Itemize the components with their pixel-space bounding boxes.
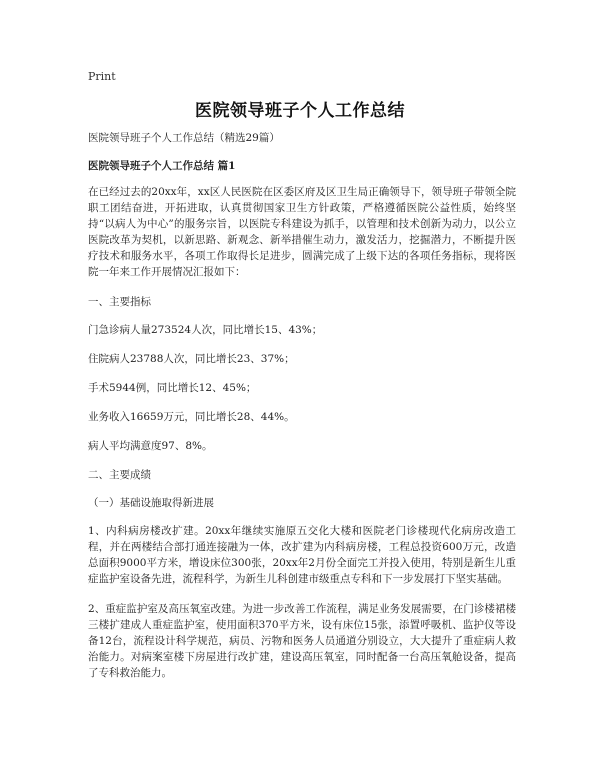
- document-subtitle: 医院领导班子个人工作总结（精选29篇）: [88, 132, 280, 144]
- document-body: [88, 130, 516, 695]
- metric-revenue: 业务收入16659万元，同比增长28、44%。: [88, 411, 295, 423]
- section-heading-achievements: 二、主要成绩: [88, 469, 151, 481]
- page-title: 医院领导班子个人工作总结: [195, 101, 405, 121]
- metric-satisfaction: 病人平均满意度97、8%。: [88, 440, 213, 452]
- item-ward-expansion: 1、内科病房楼改扩建。20xx年继续实施原五交化大楼和医院老门诊楼现代化病房改造工程，并在两楼结合部打通连接融为一体，改扩建为内科病房楼，工程总投资600万元，改造总面积9000平方米，增设床位300张，20xx年2月份全面完工并投入使用，特别是新生儿重症监护室设备先进，流程科学，为新生儿科创建市级重点专科和下一步发展打下坚实基础。: [88, 525, 516, 585]
- section-heading-indicators: 一、主要指标: [88, 296, 151, 308]
- subsection-heading-infrastructure: （一）基础设施取得新进展: [88, 497, 214, 509]
- intro-paragraph: 在已经过去的20xx年，xx区人民医院在区委区府及区卫生局正确领导下，领导班子带领全院职工团结奋进，开拓进取，认真贯彻国家卫生方针政策，严格遵循医院公益性质，始终坚持“以病人为中心”的服务宗旨，以医院专科建设为抓手，以管理和技术创新为动力，以公立医院改革为契机，以新思路、新观念、新举措催生动力，激发活力，挖掘潜力，不断提升医疗技术和服务水平，各项工作取得长足进步，圆满完成了上级下达的各项任务指标，现将医院一年来工作开展情况汇报如下：: [88, 186, 516, 278]
- metric-inpatient: 住院病人23788人次，同比增长23、37%；: [88, 353, 295, 365]
- metric-surgery: 手术5944例，同比增长12、45%；: [88, 382, 257, 394]
- item-icu-rebuild: 2、重症监护室及高压氧室改建。为进一步改善工作流程，满足业务发展需要，在门诊楼裙楼三楼扩建成人重症监护室，使用面积370平方米，设有床位15张，添置呼吸机、监护仪等设备12台，流程设计科学规范，病员、污物和医务人员通道分别设立，大大提升了重症病人救治能力。对病案室楼下房屋进行改扩建，建设高压氧室，同时配备一台高压氧舱设备，提高了专科救治能力。: [88, 603, 516, 679]
- print-link[interactable]: Print: [88, 70, 116, 83]
- article-heading: 医院领导班子个人工作总结 篇1: [88, 160, 236, 172]
- metric-outpatient: 门急诊病人量273524人次，同比增长15、43%；: [88, 324, 323, 336]
